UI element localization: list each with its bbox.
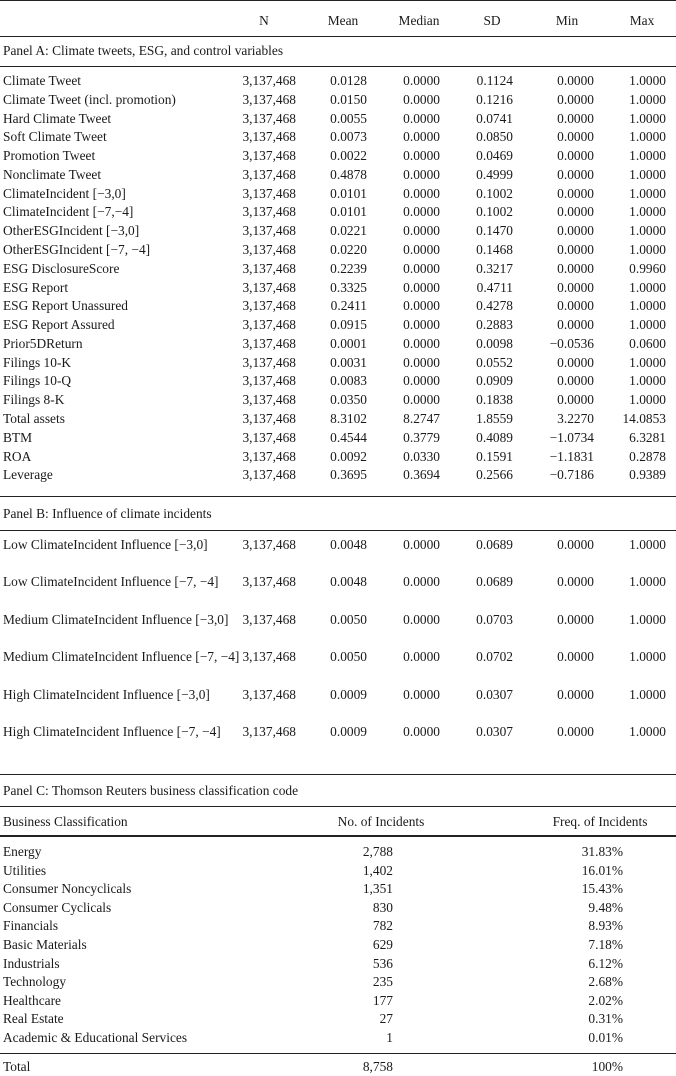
cell-max: 1.0000	[629, 185, 666, 201]
cell-count: 1,402	[362, 862, 393, 878]
cell-max: 1.0000	[629, 317, 666, 333]
cell-max: 6.3281	[629, 429, 666, 445]
cell-max: 1.0000	[629, 223, 666, 239]
row-label: Consumer Noncyclicals	[3, 881, 132, 897]
panel-b-title: Panel B: Influence of climate incidents	[3, 506, 212, 521]
table-row	[3, 842, 676, 861]
cell-mean: 0.0048	[330, 537, 367, 552]
cell-max: 1.0000	[629, 73, 666, 88]
cell-max: 1.0000	[629, 279, 666, 295]
cell-sd: 0.1002	[476, 204, 513, 220]
cell-max: 1.0000	[629, 373, 666, 389]
table-row	[3, 278, 676, 297]
cell-min: 0.0000	[557, 185, 594, 201]
cell-max: 1.0000	[629, 392, 666, 408]
row-label: Soft Climate Tweet	[3, 129, 107, 145]
cell-median: 0.0000	[403, 686, 440, 702]
cell-min: 0.0000	[557, 129, 594, 145]
row-label: OtherESGIncident [−7, −4]	[3, 242, 151, 258]
cell-mean: 0.0101	[330, 204, 367, 220]
total-freq: 100%	[591, 1059, 623, 1074]
col-no-of-incidents: No. of Incidents	[337, 814, 425, 829]
table-row	[3, 898, 676, 917]
cell-min: 0.0000	[557, 166, 594, 182]
table-row	[3, 879, 676, 898]
panel-c-header-rule	[0, 835, 676, 837]
cell-mean: 0.2411	[330, 298, 367, 314]
cell-mean: 0.3695	[330, 467, 367, 483]
cell-max: 1.0000	[629, 91, 666, 107]
row-label: Total assets	[3, 411, 65, 427]
row-label: BTM	[3, 429, 33, 445]
table-row	[3, 390, 676, 409]
total-count: 8,758	[362, 1059, 393, 1074]
cell-median: 0.0000	[403, 166, 440, 182]
cell-mean: 0.0055	[330, 110, 367, 126]
cell-sd: 0.0909	[476, 373, 513, 389]
cell-freq: 2.68%	[588, 974, 623, 990]
cell-freq: 0.31%	[588, 1011, 623, 1027]
cell-freq: 7.18%	[588, 937, 623, 952]
cell-max: 1.0000	[629, 537, 666, 552]
cell-freq: 6.12%	[588, 955, 623, 971]
cell-sd: 0.0469	[476, 148, 513, 164]
cell-n: 3,137,468	[242, 373, 296, 389]
cell-sd: 0.0741	[476, 110, 513, 126]
col-median: Median	[398, 13, 440, 28]
cell-n: 3,137,468	[242, 467, 296, 483]
cell-sd: 0.2883	[476, 317, 513, 333]
cell-n: 3,137,468	[242, 448, 296, 464]
cell-mean: 0.0092	[330, 448, 367, 464]
cell-min: 0.0000	[557, 392, 594, 408]
table-row	[3, 296, 676, 315]
cell-sd: 1.8559	[476, 411, 513, 427]
cell-n: 3,137,468	[242, 73, 296, 88]
cell-n: 3,137,468	[242, 298, 296, 314]
cell-sd: 0.0702	[476, 649, 513, 665]
cell-sd: 0.0689	[476, 574, 513, 590]
cell-freq: 9.48%	[588, 899, 623, 915]
cell-mean: 0.0050	[330, 611, 367, 627]
cell-max: 0.0600	[629, 335, 666, 351]
cell-count: 235	[372, 974, 393, 990]
cell-min: 0.0000	[557, 686, 594, 702]
cell-median: 0.0000	[403, 649, 440, 665]
panel-a-rule	[0, 66, 676, 67]
cell-median: 0.0000	[403, 129, 440, 145]
cell-mean: 0.3325	[330, 279, 367, 295]
cell-median: 0.3779	[403, 429, 440, 445]
cell-min: 0.0000	[557, 574, 594, 590]
table-row	[3, 861, 676, 880]
row-label: Climate Tweet	[3, 73, 82, 88]
row-label: Hard Climate Tweet	[3, 110, 112, 126]
cell-max: 1.0000	[629, 649, 666, 665]
cell-mean: 0.0022	[330, 148, 367, 164]
cell-sd: 0.0098	[476, 335, 513, 351]
table-row	[3, 109, 676, 128]
cell-mean: 0.2239	[330, 260, 367, 276]
cell-min: 0.0000	[557, 298, 594, 314]
top-rule	[0, 0, 676, 1]
cell-count: 177	[372, 992, 393, 1008]
cell-min: 3.2270	[557, 411, 594, 427]
cell-sd: 0.1216	[476, 91, 513, 107]
cell-sd: 0.4711	[476, 279, 513, 295]
cell-n: 3,137,468	[242, 611, 296, 627]
cell-n: 3,137,468	[242, 110, 296, 126]
table-row	[3, 90, 676, 109]
cell-n: 3,137,468	[242, 317, 296, 333]
row-label: ROA	[3, 448, 32, 464]
cell-median: 0.0000	[403, 73, 440, 88]
cell-max: 1.0000	[629, 166, 666, 182]
cell-n: 3,137,468	[242, 686, 296, 702]
col-freq-of-incidents: Freq. of Incidents	[552, 814, 648, 829]
cell-n: 3,137,468	[242, 411, 296, 427]
cell-min: 0.0000	[557, 110, 594, 126]
cell-sd: 0.0307	[476, 686, 513, 702]
cell-count: 1,351	[362, 881, 393, 897]
cell-max: 0.9389	[629, 467, 666, 483]
panel-c-top-rule	[0, 774, 676, 775]
cell-mean: 0.0221	[330, 223, 367, 239]
panel-c-rule	[0, 806, 676, 807]
table-row	[3, 1009, 676, 1028]
cell-mean: 0.0150	[330, 91, 367, 107]
row-label: Filings 8-K	[3, 392, 65, 408]
cell-freq: 16.01%	[581, 862, 623, 878]
cell-max: 1.0000	[629, 686, 666, 702]
row-label: Leverage	[3, 467, 53, 483]
col-business-classification: Business Classification	[3, 814, 128, 829]
cell-median: 0.0000	[403, 373, 440, 389]
row-label: Real Estate	[3, 1011, 64, 1027]
table-row	[3, 428, 676, 447]
cell-max: 1.0000	[629, 724, 666, 739]
cell-mean: 8.3102	[330, 411, 367, 427]
table-row	[3, 1028, 676, 1047]
cell-n: 3,137,468	[242, 649, 296, 665]
cell-min: 0.0000	[557, 649, 594, 665]
panel-c-header	[3, 812, 676, 831]
table-row	[3, 371, 676, 390]
cell-mean: 0.0048	[330, 574, 367, 590]
cell-n: 3,137,468	[242, 260, 296, 276]
cell-freq: 8.93%	[588, 918, 623, 934]
cell-min: 0.0000	[557, 373, 594, 389]
cell-median: 0.0000	[403, 223, 440, 239]
cell-count: 1	[386, 1030, 393, 1045]
total-rule	[0, 1053, 676, 1054]
table-row	[3, 722, 676, 760]
cell-min: 0.0000	[557, 242, 594, 258]
cell-n: 3,137,468	[242, 392, 296, 408]
cell-mean: 0.0915	[330, 317, 367, 333]
table-row	[3, 972, 676, 991]
cell-mean: 0.4544	[330, 429, 367, 445]
cell-sd: 0.1002	[476, 185, 513, 201]
col-max: Max	[629, 13, 655, 28]
table-row	[3, 202, 676, 221]
cell-median: 0.0000	[403, 724, 440, 739]
cell-min: −0.0536	[549, 335, 594, 351]
row-label: OtherESGIncident [−3,0]	[3, 223, 140, 239]
row-label: Consumer Cyclicals	[3, 899, 112, 915]
row-label: Promotion Tweet	[3, 148, 96, 164]
cell-mean: 0.0073	[330, 129, 367, 145]
cell-max: 1.0000	[629, 611, 666, 627]
cell-min: −1.1831	[549, 448, 594, 464]
cell-count: 629	[372, 937, 393, 952]
cell-min: 0.0000	[557, 279, 594, 295]
cell-max: 14.0853	[622, 411, 666, 427]
table-row	[3, 991, 676, 1010]
column-header	[3, 11, 676, 30]
cell-min: 0.0000	[557, 204, 594, 220]
cell-median: 0.0000	[403, 298, 440, 314]
cell-n: 3,137,468	[242, 185, 296, 201]
row-label: ClimateIncident [−7,−4]	[3, 204, 134, 220]
table-row	[3, 572, 676, 610]
cell-n: 3,137,468	[242, 242, 296, 258]
cell-median: 8.2747	[403, 411, 440, 427]
cell-sd: 0.1591	[476, 448, 513, 464]
cell-min: 0.0000	[557, 148, 594, 164]
row-label: Industrials	[3, 955, 60, 971]
cell-min: 0.0000	[557, 317, 594, 333]
panel-a-title: Panel A: Climate tweets, ESG, and control variables	[3, 43, 284, 58]
cell-n: 3,137,468	[242, 204, 296, 220]
table-row	[3, 465, 676, 484]
cell-n: 3,137,468	[242, 574, 296, 590]
cell-n: 3,137,468	[242, 129, 296, 145]
cell-sd: 0.4999	[476, 166, 513, 182]
panel-b-rule	[0, 530, 676, 531]
col-min: Min	[555, 13, 579, 28]
col-sd: SD	[483, 13, 501, 28]
cell-median: 0.0000	[403, 110, 440, 126]
cell-n: 3,137,468	[242, 279, 296, 295]
cell-count: 830	[372, 899, 393, 915]
row-label: ESG Report Assured	[3, 317, 115, 333]
row-label: High ClimateIncident Influence [−7, −4]	[3, 724, 221, 739]
table-row	[3, 184, 676, 203]
cell-sd: 0.2566	[476, 467, 513, 483]
panel-c-title: Panel C: Thomson Reuters business classification code	[3, 783, 299, 798]
table-row	[3, 127, 676, 146]
cell-median: 0.0000	[403, 204, 440, 220]
cell-sd: 0.4278	[476, 298, 513, 314]
row-label: Filings 10-K	[3, 354, 72, 370]
cell-median: 0.0000	[403, 279, 440, 295]
cell-sd: 0.0850	[476, 129, 513, 145]
cell-max: 1.0000	[629, 298, 666, 314]
cell-mean: 0.0101	[330, 185, 367, 201]
row-label: Nonclimate Tweet	[3, 166, 102, 182]
cell-freq: 15.43%	[581, 881, 623, 897]
cell-sd: 0.0307	[476, 724, 513, 739]
table-row	[3, 954, 676, 973]
cell-n: 3,137,468	[242, 354, 296, 370]
table-row	[3, 240, 676, 259]
cell-min: 0.0000	[557, 223, 594, 239]
table-row	[3, 315, 676, 334]
cell-mean: 0.0350	[330, 392, 367, 408]
cell-sd: 0.0552	[476, 354, 513, 370]
cell-median: 0.3694	[403, 467, 440, 483]
cell-max: 1.0000	[629, 148, 666, 164]
cell-count: 27	[379, 1011, 393, 1027]
row-label: Low ClimateIncident Influence [−3,0]	[3, 537, 208, 552]
cell-median: 0.0000	[403, 260, 440, 276]
cell-min: 0.0000	[557, 354, 594, 370]
row-label: Medium ClimateIncident Influence [−3,0]	[3, 611, 229, 627]
table-row	[3, 334, 676, 353]
cell-median: 0.0000	[403, 574, 440, 590]
cell-min: 0.0000	[557, 537, 594, 552]
row-label: ESG Report	[3, 279, 69, 295]
cell-sd: 0.1838	[476, 392, 513, 408]
row-label: Filings 10-Q	[3, 373, 72, 389]
cell-median: 0.0000	[403, 335, 440, 351]
cell-min: 0.0000	[557, 611, 594, 627]
cell-mean: 0.0009	[330, 724, 367, 739]
cell-n: 3,137,468	[242, 166, 296, 182]
cell-max: 1.0000	[629, 574, 666, 590]
cell-median: 0.0000	[403, 148, 440, 164]
total-row	[3, 1057, 676, 1076]
cell-median: 0.0000	[403, 611, 440, 627]
total-label: Total	[3, 1059, 31, 1074]
cell-min: 0.0000	[557, 724, 594, 739]
cell-freq: 2.02%	[588, 992, 623, 1008]
cell-count: 2,788	[362, 844, 393, 859]
cell-n: 3,137,468	[242, 91, 296, 107]
panel-b-top-rule	[0, 496, 676, 497]
cell-n: 3,137,468	[242, 223, 296, 239]
cell-max: 0.9960	[629, 260, 666, 276]
table-row	[3, 447, 676, 466]
cell-median: 0.0000	[403, 317, 440, 333]
cell-min: 0.0000	[557, 73, 594, 88]
cell-mean: 0.0128	[330, 73, 367, 88]
table-row	[3, 353, 676, 372]
cell-sd: 0.4089	[476, 429, 513, 445]
table-row	[3, 916, 676, 935]
cell-median: 0.0000	[403, 537, 440, 552]
cell-median: 0.0000	[403, 242, 440, 258]
cell-min: −0.7186	[549, 467, 594, 483]
cell-min: −1.0734	[549, 429, 594, 445]
cell-mean: 0.0031	[330, 354, 367, 370]
row-label: ESG Report Unassured	[3, 298, 128, 314]
table-row	[3, 146, 676, 165]
row-label: ESG DisclosureScore	[3, 260, 120, 276]
cell-median: 0.0000	[403, 185, 440, 201]
cell-max: 1.0000	[629, 129, 666, 145]
cell-max: 1.0000	[629, 204, 666, 220]
cell-n: 3,137,468	[242, 148, 296, 164]
cell-sd: 0.1470	[476, 223, 513, 239]
cell-sd: 0.1124	[476, 73, 513, 88]
row-label: Low ClimateIncident Influence [−7, −4]	[3, 574, 219, 590]
row-label: Financials	[3, 918, 59, 934]
cell-max: 1.0000	[629, 110, 666, 126]
row-label: Academic & Educational Services	[3, 1030, 188, 1045]
cell-min: 0.0000	[557, 260, 594, 276]
cell-max: 0.2878	[629, 448, 666, 464]
row-label: Healthcare	[3, 992, 61, 1008]
table-row	[3, 647, 676, 685]
cell-sd: 0.3217	[476, 260, 513, 276]
cell-sd: 0.0689	[476, 537, 513, 552]
row-label: Basic Materials	[3, 937, 87, 952]
table-row	[3, 165, 676, 184]
table-row	[3, 259, 676, 278]
row-label: Utilities	[3, 862, 47, 878]
cell-mean: 0.4878	[330, 166, 367, 182]
cell-freq: 0.01%	[588, 1030, 623, 1045]
row-label: Prior5DReturn	[3, 335, 83, 351]
table-row	[3, 535, 676, 573]
table-row	[3, 935, 676, 954]
cell-sd: 0.1468	[476, 242, 513, 258]
cell-max: 1.0000	[629, 354, 666, 370]
row-label: ClimateIncident [−3,0]	[3, 185, 126, 201]
table-row	[3, 221, 676, 240]
row-label: Technology	[3, 974, 67, 990]
cell-mean: 0.0220	[330, 242, 367, 258]
cell-min: 0.0000	[557, 91, 594, 107]
table-row	[3, 610, 676, 648]
cell-n: 3,137,468	[242, 537, 296, 552]
cell-median: 0.0000	[403, 392, 440, 408]
cell-freq: 31.83%	[581, 844, 623, 859]
header-rule	[0, 36, 676, 37]
cell-mean: 0.0001	[330, 335, 367, 351]
cell-max: 1.0000	[629, 242, 666, 258]
cell-n: 3,137,468	[242, 724, 296, 739]
row-label: Medium ClimateIncident Influence [−7, −4]	[3, 649, 240, 665]
col-n: N	[259, 13, 269, 28]
cell-n: 3,137,468	[242, 335, 296, 351]
cell-median: 0.0000	[403, 91, 440, 107]
cell-median: 0.0330	[403, 448, 440, 464]
cell-count: 536	[372, 955, 393, 971]
row-label: Climate Tweet (incl. promotion)	[3, 91, 176, 107]
table-row	[3, 409, 676, 428]
cell-mean: 0.0050	[330, 649, 367, 665]
table-row	[3, 685, 676, 723]
cell-median: 0.0000	[403, 354, 440, 370]
cell-mean: 0.0083	[330, 373, 367, 389]
row-label: High ClimateIncident Influence [−3,0]	[3, 686, 210, 702]
cell-sd: 0.0703	[476, 611, 513, 627]
col-mean: Mean	[327, 13, 359, 28]
row-label: Energy	[3, 844, 42, 859]
table-row	[3, 71, 676, 90]
cell-count: 782	[372, 918, 393, 934]
cell-mean: 0.0009	[330, 686, 367, 702]
cell-n: 3,137,468	[242, 429, 296, 445]
